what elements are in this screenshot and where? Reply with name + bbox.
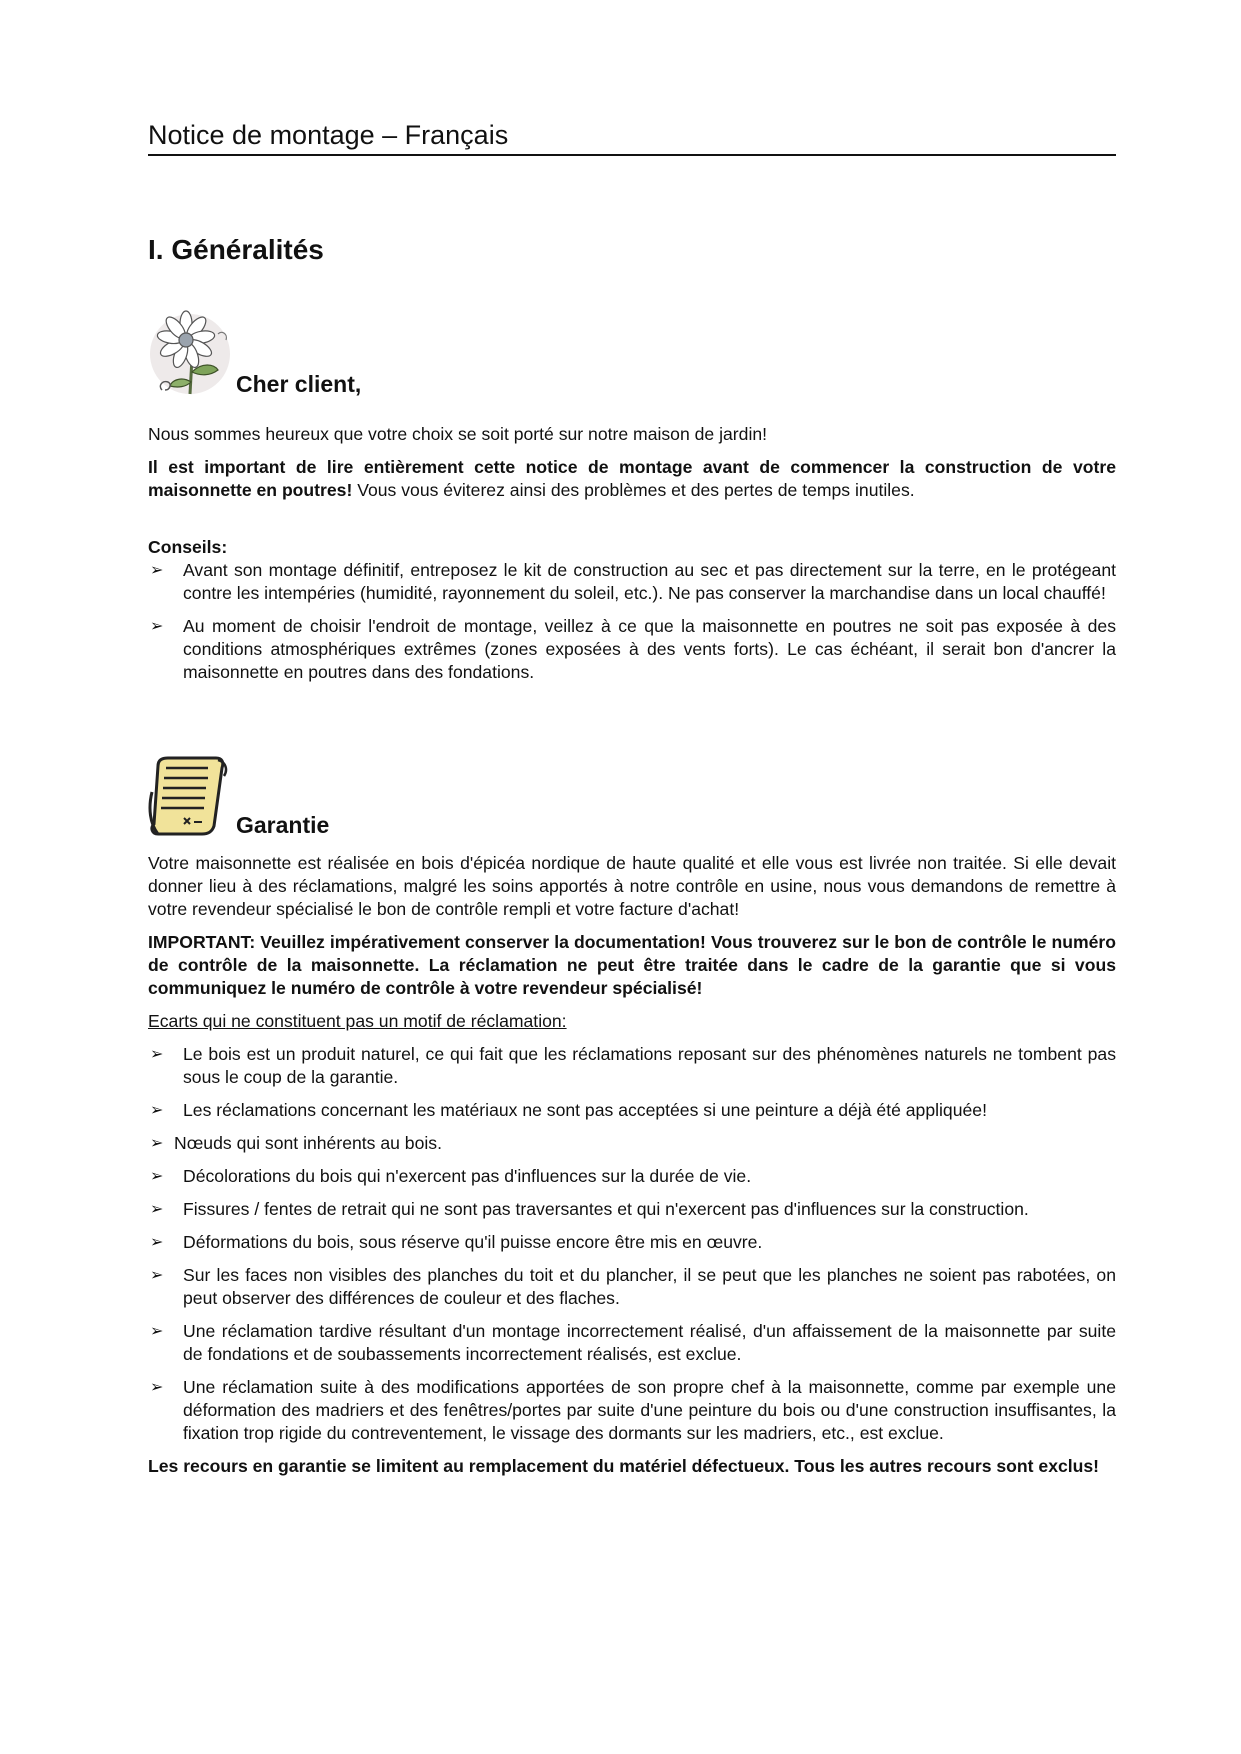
arrow-bullet-icon: ➢: [150, 1267, 164, 1284]
arrow-bullet-icon: ➢: [150, 1201, 164, 1218]
running-header: Notice de montage – Français: [148, 118, 1116, 156]
list-item: ➢ Sur les faces non visibles des planches du toit et du plancher, il se peut que les planches ne soient pas rabotées, on peut observer des différences de couleur et des flaches.: [150, 1265, 1116, 1308]
list-item: ➢ Une réclamation suite à des modifications apportées de son propre chef à la maisonnette, comme par exemple une déformation des madriers et des fenêtres/portes par suite d'une peinture du bois ou d'une construction insuffisantes, la fixation trop rigide du contreventement, le vissage des dormants sur les madriers, etc., est exclue.: [150, 1377, 1116, 1443]
arrow-bullet-icon: ➢: [150, 1135, 164, 1152]
ecarts-list: [148, 1043, 1116, 1445]
intro-block: [148, 423, 1116, 502]
conseils-block: [148, 536, 1116, 684]
arrow-bullet-icon: ➢: [150, 1046, 164, 1063]
arrow-bullet-icon: ➢: [150, 1234, 164, 1251]
garantie-block: [148, 852, 1116, 1478]
garantie-conclusion: Les recours en garantie se limitent au remplacement du matériel défectueux. Tous les autres recours sont exclus!: [148, 1456, 1100, 1476]
conseils-label: Conseils:: [148, 537, 228, 557]
important-notice-bold: Il est important de lire entièrement cette notice de montage avant de commencer la construction de votre maisonnette en poutres!: [148, 457, 1116, 500]
garantie-heading: Garantie: [236, 812, 330, 838]
ecarts-label: Ecarts qui ne constituent pas un motif de réclamation:: [148, 1011, 567, 1031]
arrow-bullet-icon: ➢: [150, 1102, 164, 1119]
garantie-intro: Votre maisonnette est réalisée en bois d'épicéa nordique de haute qualité et elle vous est livrée non traitée. Si elle devait donner lieu à des réclamations, malgré les soins apportés à notre contrôle en usine, nous vous demandons de remettre à votre revendeur spécialisé le bon de contrôle rempli et votre facture d'achat!: [148, 853, 1116, 919]
list-item: ➢ Nœuds qui sont inhérents au bois.: [150, 1133, 442, 1153]
list-item: ➢ Déformations du bois, sous réserve qu'il puisse encore être mis en œuvre.: [150, 1232, 763, 1252]
list-item: ➢ Le bois est un produit naturel, ce qui fait que les réclamations reposant sur des phénomènes naturels ne tombent pas sous le coup de la garantie.: [150, 1044, 1116, 1087]
list-item: ➢ Décolorations du bois qui n'exercent pas d'influences sur la durée de vie.: [150, 1166, 752, 1186]
document-scroll-icon: [148, 752, 230, 836]
arrow-bullet-icon: ➢: [150, 562, 164, 579]
intro-heading: Cher client,: [236, 371, 362, 397]
daisy-icon: [148, 310, 230, 400]
arrow-bullet-icon: ➢: [150, 1379, 164, 1396]
important-notice-rest: Vous vous éviterez ainsi des problèmes et des pertes de temps inutiles.: [352, 480, 915, 500]
section-title: I. Généralités: [148, 234, 324, 265]
list-item: ➢ Au moment de choisir l'endroit de montage, veillez à ce que la maisonnette en poutres ne soit pas exposée à des conditions atmosphériques extrêmes (zones exposées à des vents forts). Le cas échéant, il serait bon d'ancrer la maisonnette en poutres dans des fondations.: [150, 616, 1116, 682]
garantie-important: IMPORTANT: Veuillez impérativement conserver la documentation! Vous trouverez sur le bon de contrôle le numéro de contrôle de la maisonnette. La réclamation ne peut être traitée dans le cadre de la garantie que si vous communiquez le numéro de contrôle à votre revendeur spécialisé!: [148, 932, 1116, 998]
arrow-bullet-icon: ➢: [150, 1323, 164, 1340]
conseils-list: [148, 559, 1116, 684]
important-notice: [148, 456, 1116, 502]
arrow-bullet-icon: ➢: [150, 1168, 164, 1185]
arrow-bullet-icon: ➢: [150, 618, 164, 635]
list-item: ➢ Fissures / fentes de retrait qui ne sont pas traversantes et qui n'exercent pas d'influences sur la construction.: [150, 1199, 1029, 1219]
list-item: ➢ Les réclamations concernant les matériaux ne sont pas acceptées si une peinture a déjà été appliquée!: [150, 1100, 987, 1120]
list-item: ➢ Une réclamation tardive résultant d'un montage incorrectement réalisé, d'un affaissement de la maisonnette par suite de fondations et de soubassements incorrectement réalisés, est exclue.: [150, 1321, 1116, 1364]
list-item: ➢ Avant son montage définitif, entreposez le kit de construction au sec et pas directement sur la terre, en le protégeant contre les intempéries (humidité, rayonnement du soleil, etc.). Ne pas conserver la marchandise dans un local chauffé!: [150, 560, 1116, 603]
welcome-text: Nous sommes heureux que votre choix se soit porté sur notre maison de jardin!: [148, 424, 768, 444]
